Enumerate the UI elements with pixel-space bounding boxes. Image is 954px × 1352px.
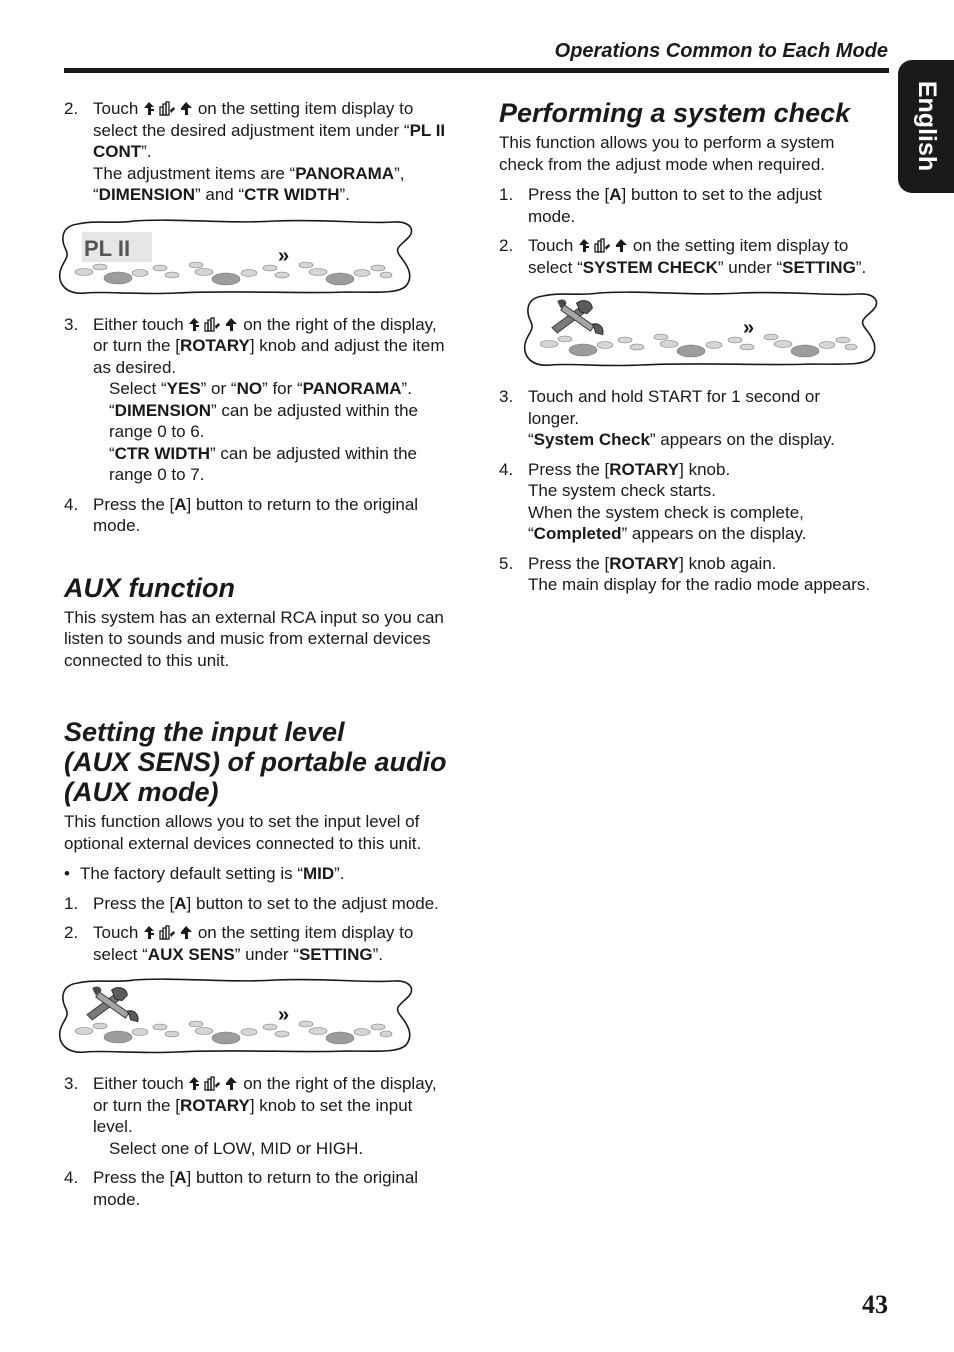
step-number: 3. — [499, 387, 514, 406]
step-number: 5. — [499, 553, 514, 573]
bullet-dot: • — [64, 864, 70, 883]
step-number: 4. — [499, 459, 514, 479]
aux-function-text: This system has an external RCA input so you can listen to sounds and music from external devices connected to this unit. — [64, 607, 444, 670]
language-tab — [898, 60, 954, 193]
step-item: 4. Press the [A] button to return to the original mode. — [64, 494, 419, 535]
step-item: 2. Touch on the setting item display to select the desired adjustment item under “PL II CONT”. The adjustment items are “PANORAMA”, “DIMENSION” and “CTR WIDTH”. — [64, 99, 446, 204]
aux-sens-heading: Setting the input level (AUX SENS) of portable audio (AUX mode) — [64, 717, 447, 807]
step-number: 2. — [499, 236, 514, 255]
system-check-display-illustration — [521, 290, 881, 368]
touch-buttons-icon — [143, 925, 193, 940]
double-chevron-icon: » — [743, 317, 755, 339]
pl2-display-illustration — [56, 218, 416, 296]
language-tab-label: English — [912, 80, 941, 172]
step-item: 3. Touch and hold START for 1 second or longer. “System Check” appears on the display. — [499, 387, 835, 449]
step-number: 4. — [64, 494, 79, 514]
aux-sens-display-illustration — [56, 977, 416, 1055]
step-item: 5. Press the [ROTARY] knob again. The main display for the radio mode appears. — [499, 553, 871, 594]
step-number: 3. — [64, 314, 79, 334]
right-column — [499, 98, 871, 604]
step-number: 1. — [64, 893, 79, 913]
touch-buttons-icon — [188, 1076, 238, 1091]
left-column — [64, 98, 456, 1218]
aux-function-heading: AUX function — [64, 572, 235, 603]
aux-sens-text: This function allows you to set the input level of optional external devices connected to this unit. — [64, 812, 422, 853]
touch-buttons-icon — [143, 101, 193, 116]
step-item: 4. Press the [ROTARY] knob. The system check starts. When the system check is complete, “Completed” appears on the display. — [499, 459, 807, 543]
touch-buttons-icon — [578, 238, 628, 253]
step-item: 2. Touch on the setting item display to select “SYSTEM CHECK” under “SETTING”. — [499, 236, 867, 277]
pl2-logo: PL II — [84, 235, 131, 261]
step-number: 3. — [64, 1074, 79, 1093]
step-item: 3. Either touch on the right of the display, or turn the [ROTARY] knob and adjust the item as desired. Select “YES” or “NO” for “PANORAMA”. “DIMENSION” can be adjusted within the range 0 to 6. “CTR WIDTH” can be adjusted within the range 0 to 7. — [64, 314, 445, 484]
step-number: 1. — [499, 185, 514, 204]
step-item: 1. Press the [A] button to set to the adjust mode. — [64, 893, 439, 913]
list-item: • The factory default setting is “MID”. — [64, 864, 345, 883]
step-number: 2. — [64, 99, 79, 118]
system-check-intro: This function allows you to perform a system check from the adjust mode when required. — [499, 133, 835, 174]
step-item: 2. Touch on the setting item display to select “AUX SENS” under “SETTING”. — [64, 923, 414, 964]
touch-buttons-icon — [188, 317, 238, 332]
page-number: 43 — [862, 1290, 888, 1319]
system-check-heading: Performing a system check — [499, 98, 851, 128]
step-number: 4. — [64, 1168, 79, 1187]
double-chevron-icon: » — [278, 244, 290, 267]
header-rule — [64, 68, 889, 73]
step-number: 2. — [64, 923, 79, 942]
step-item: 1. Press the [A] button to set to the adjust mode. — [499, 185, 822, 226]
section-title: Operations Common to Each Mode — [554, 40, 888, 62]
step-item: 3. Either touch on the right of the display, or turn the [ROTARY] knob to set the input level. Select one of LOW, MID or HIGH. — [64, 1074, 437, 1158]
step-item: 4. Press the [A] button to return to the original mode. — [64, 1168, 419, 1209]
double-chevron-icon: » — [278, 1004, 290, 1026]
